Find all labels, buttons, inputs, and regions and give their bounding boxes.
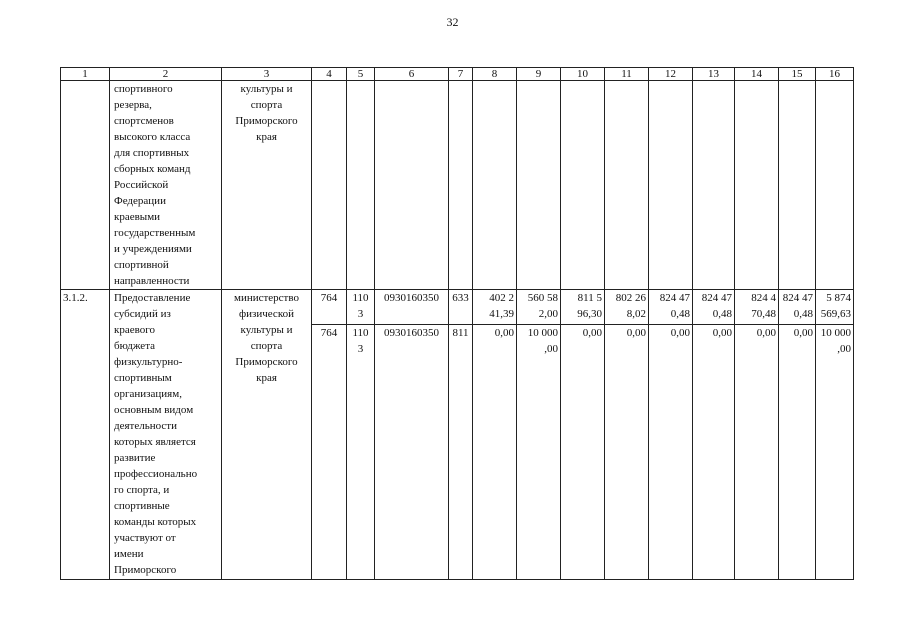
continued-row <box>61 81 854 290</box>
header-cell: 2 <box>110 68 222 81</box>
grbs-cell: 764 <box>312 325 347 580</box>
header-cell: 4 <box>312 68 347 81</box>
amount-cell: 10 000 ,00 <box>517 325 561 580</box>
item-row-1 <box>61 290 854 325</box>
budget-table <box>60 67 854 580</box>
table-cell <box>347 81 375 290</box>
expense-type-cell: 633 <box>449 290 473 325</box>
amount-cell: 0,00 <box>605 325 649 580</box>
table-cell <box>473 81 517 290</box>
table-cell <box>649 81 693 290</box>
header-cell: 16 <box>816 68 854 81</box>
header-cell: 8 <box>473 68 517 81</box>
total-cell: 10 000 ,00 <box>816 325 854 580</box>
header-cell: 3 <box>222 68 312 81</box>
amount-cell: 811 5 96,30 <box>561 290 605 325</box>
executor-cell: министерство физической культуры и спорта Приморского края <box>222 290 312 580</box>
executor-cell: культуры и спорта Приморского края <box>222 81 312 290</box>
header-cell: 15 <box>779 68 816 81</box>
measure-name-cell: спортивного резерва, спортсменов высокого класса для спортивных сборных команд Российской Федерации краевыми государственным и учреждениями спортивной направленности <box>110 81 222 290</box>
header-cell: 6 <box>375 68 449 81</box>
table-cell <box>375 81 449 290</box>
table-cell <box>517 81 561 290</box>
table-cell <box>816 81 854 290</box>
amount-cell: 802 26 8,02 <box>605 290 649 325</box>
table-cell <box>735 81 779 290</box>
measure-name-cell: Предоставление субсидий из краевого бюджета физкультурно- спортивным организациям, основным видом деятельности которых является развитие профессионально го спорта, и спортивные команды которых участвуют от имени Приморского <box>110 290 222 580</box>
page-number: 32 <box>446 15 459 29</box>
amount-cell: 824 47 0,48 <box>779 290 816 325</box>
grbs-cell: 764 <box>312 290 347 325</box>
expense-type-cell: 811 <box>449 325 473 580</box>
table-cell <box>312 81 347 290</box>
table-cell <box>779 81 816 290</box>
amount-cell: 824 47 0,48 <box>693 290 735 325</box>
table-cell <box>449 81 473 290</box>
amount-cell: 824 4 70,48 <box>735 290 779 325</box>
header-cell: 13 <box>693 68 735 81</box>
header-cell: 10 <box>561 68 605 81</box>
amount-cell: 402 2 41,39 <box>473 290 517 325</box>
amount-cell: 0,00 <box>779 325 816 580</box>
amount-cell: 560 58 2,00 <box>517 290 561 325</box>
header-cell: 5 <box>347 68 375 81</box>
table-cell <box>561 81 605 290</box>
table-cell <box>605 81 649 290</box>
header-cell: 14 <box>735 68 779 81</box>
section-cell: 110 3 <box>347 290 375 325</box>
header-cell: 9 <box>517 68 561 81</box>
item-number-cell: 3.1.2. <box>61 290 110 580</box>
table-cell <box>61 81 110 290</box>
header-cell: 1 <box>61 68 110 81</box>
amount-cell: 824 47 0,48 <box>649 290 693 325</box>
header-cell: 11 <box>605 68 649 81</box>
amount-cell: 0,00 <box>649 325 693 580</box>
table-cell <box>693 81 735 290</box>
target-article-cell: 0930160350 <box>375 325 449 580</box>
amount-cell: 0,00 <box>693 325 735 580</box>
amount-cell: 0,00 <box>561 325 605 580</box>
target-article-cell: 0930160350 <box>375 290 449 325</box>
amount-cell: 0,00 <box>473 325 517 580</box>
header-row <box>61 68 854 81</box>
amount-cell: 0,00 <box>735 325 779 580</box>
header-cell: 12 <box>649 68 693 81</box>
total-cell: 5 874 569,63 <box>816 290 854 325</box>
header-cell: 7 <box>449 68 473 81</box>
section-cell: 110 3 <box>347 325 375 580</box>
